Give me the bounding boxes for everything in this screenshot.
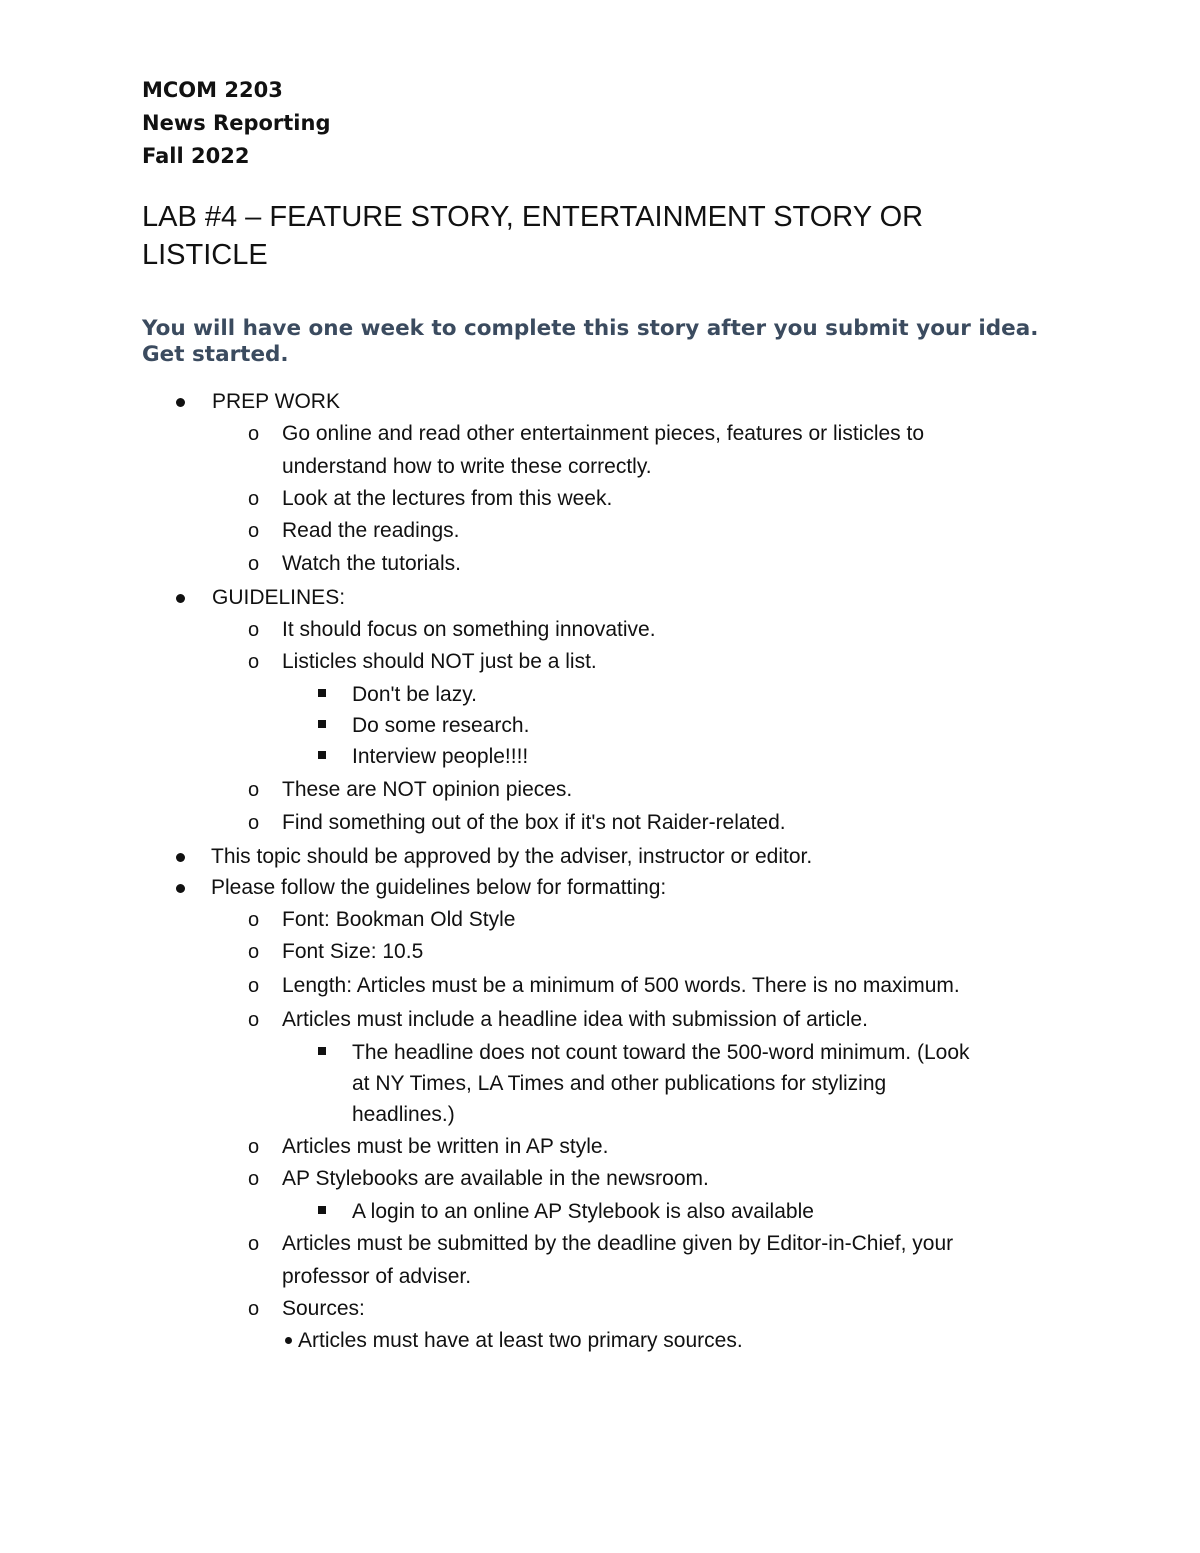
guideline-subitem: Interview people!!!! [352, 745, 529, 768]
formatting-subitem: The headline does not count toward the 500-word minimum. (Look [352, 1041, 970, 1064]
bullet-icon [176, 594, 185, 603]
prep-item: Look at the lectures from this week. [282, 487, 613, 510]
formatting-item-continued: professor of adviser. [282, 1265, 472, 1288]
bullet-icon [176, 853, 185, 862]
guideline-item: Find something out of the box if it's not Raider-related. [282, 811, 786, 834]
circle-bullet-icon: o [248, 1298, 260, 1320]
circle-bullet-icon: o [248, 1168, 260, 1190]
bullet-icon [176, 884, 185, 893]
guideline-subitem: Do some research. [352, 714, 530, 737]
formatting-item: Font Size: 10.5 [282, 940, 424, 963]
course-code: MCOM 2203 [142, 78, 283, 102]
formatting-item: Articles must be written in AP style. [282, 1135, 609, 1158]
guideline-item: These are NOT opinion pieces. [282, 778, 573, 801]
guideline-item: It should focus on something innovative. [282, 618, 656, 641]
guideline-subitem: Don't be lazy. [352, 683, 478, 706]
circle-bullet-icon: o [248, 1233, 260, 1255]
circle-bullet-icon: o [248, 975, 260, 997]
sources-subitem: Articles must have at least two primary sources. [298, 1329, 743, 1352]
circle-bullet-icon: o [248, 941, 260, 963]
formatting-item: Sources: [282, 1297, 365, 1320]
circle-bullet-icon: o [248, 1136, 260, 1158]
course-header [142, 74, 330, 173]
lab-title: LAB #4 – FEATURE STORY, ENTERTAINMENT STORY OR LISTICLE [142, 201, 924, 271]
prep-item: Read the readings. [282, 519, 460, 542]
square-bullet-icon [318, 751, 326, 759]
formatting-subitem-continued: headlines.) [352, 1103, 455, 1126]
circle-bullet-icon: o [248, 812, 260, 834]
square-bullet-icon [318, 1206, 326, 1214]
prep-heading: PREP WORK [212, 390, 340, 413]
course-name: News Reporting [142, 111, 331, 135]
formatting-item: AP Stylebooks are available in the newsroom. [282, 1167, 709, 1190]
circle-bullet-icon: o [248, 779, 260, 801]
formatting-item: Font: Bookman Old Style [282, 908, 516, 931]
prep-item: Go online and read other entertainment pieces, features or listicles to [282, 422, 925, 445]
prep-item: Watch the tutorials. [282, 552, 461, 575]
intro-text: You will have one week to complete this story after you submit your idea. Get started. [142, 316, 1039, 367]
circle-bullet-icon: o [248, 423, 260, 445]
circle-bullet-icon: o [248, 553, 260, 575]
square-bullet-icon [318, 720, 326, 728]
formatting-item: Articles must include a headline idea with submission of article. [282, 1008, 868, 1031]
formatting-heading: Please follow the guidelines below for formatting: [211, 876, 667, 899]
guideline-item: Listicles should NOT just be a list. [282, 650, 597, 673]
circle-bullet-icon: o [248, 488, 260, 510]
formatting-subitem: A login to an online AP Stylebook is also available [352, 1200, 814, 1223]
bullet-icon [176, 398, 185, 407]
circle-bullet-icon: o [248, 651, 260, 673]
course-term: Fall 2022 [142, 144, 250, 168]
square-bullet-icon [318, 1047, 326, 1055]
approval-text: This topic should be approved by the adviser, instructor or editor. [211, 845, 813, 868]
circle-bullet-icon: o [248, 520, 260, 542]
prep-item-continued: understand how to write these correctly. [282, 455, 652, 478]
circle-bullet-icon: o [248, 909, 260, 931]
circle-bullet-icon: o [248, 619, 260, 641]
formatting-item: Articles must be submitted by the deadline given by Editor-in-Chief, your [282, 1232, 954, 1255]
small-bullet-icon [285, 1337, 292, 1344]
formatting-subitem-continued: at NY Times, LA Times and other publications for stylizing [352, 1072, 887, 1095]
formatting-item: Length: Articles must be a minimum of 500 words. There is no maximum. [282, 974, 960, 997]
guidelines-heading: GUIDELINES: [212, 586, 346, 609]
circle-bullet-icon: o [248, 1009, 260, 1031]
square-bullet-icon [318, 689, 326, 697]
